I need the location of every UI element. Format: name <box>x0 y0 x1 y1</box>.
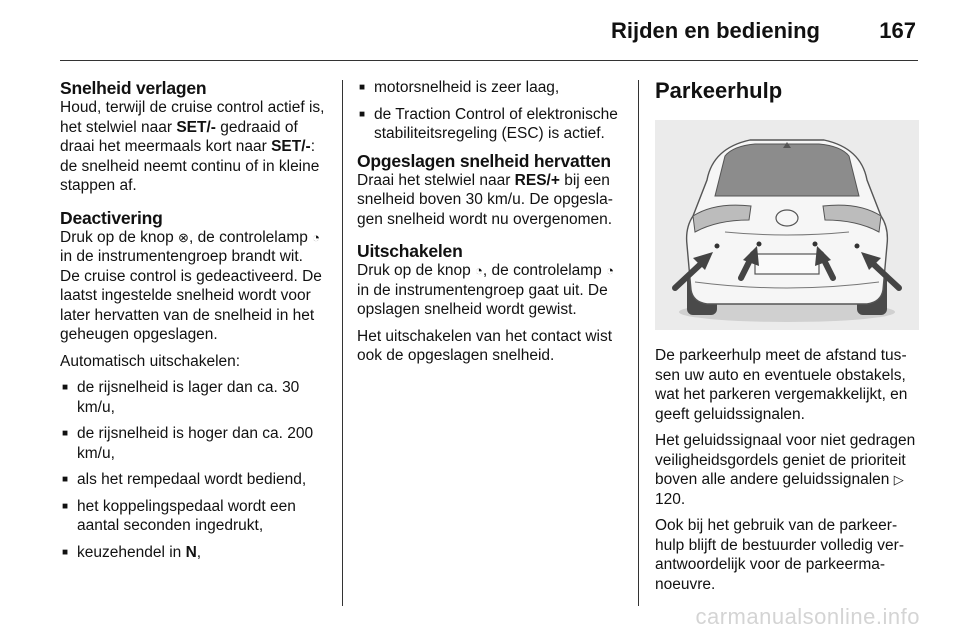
text: bij een snelheid boven 30 km/u. De opgeslagen snelheid wordt nu overgenomen. <box>357 171 613 228</box>
cruise-lamp-icon: ◔ <box>606 263 614 278</box>
text: 120. <box>655 490 686 508</box>
car-rear-svg <box>655 120 919 330</box>
column-1 <box>60 78 326 574</box>
header-title: Rijden en bediening <box>610 18 820 43</box>
text: in de instrumentengroep gaat uit. De opslagen snelheid wordt gewist. <box>357 281 608 318</box>
column-divider-2 <box>638 80 639 606</box>
cruise-off-icon: ⊗ <box>178 229 189 245</box>
text: , de controlelamp <box>188 228 313 246</box>
text: Het geluidssignaal voor niet gedragen veiligheidsgordels geniet de prioriteit boven alle andere geluidssignalen <box>655 432 916 488</box>
auto-intro: Automatisch uitschakelen: <box>60 352 241 370</box>
chapter-title: Parkeerhulp <box>655 78 783 103</box>
column-3 <box>655 78 919 601</box>
paragraph <box>357 171 623 230</box>
page-number: 167 <box>879 18 916 43</box>
text: in de instrumentengroep brandt wit. De cruise control is gedeactiveerd. De laatst ingestelde snelheid wordt voor later hervatten van de snelheid in het geheugen opgeslagen. <box>60 248 322 343</box>
bold-text: SET/- <box>176 118 216 136</box>
cruise-lamp-icon: ◔ <box>475 263 483 278</box>
paragraph <box>60 98 326 196</box>
section-title: Deactivering <box>60 207 163 228</box>
list-item: ■ motorsnelheid is zeer laag, <box>357 78 623 98</box>
list-item <box>60 543 326 563</box>
text: keuzehendel in <box>77 543 186 561</box>
section-title: Opgeslagen snelheid hervatten <box>357 150 611 171</box>
paragraph <box>60 228 326 345</box>
text: , de controlelamp <box>482 262 607 279</box>
text: Draai het stelwiel naar <box>357 171 515 189</box>
bold-text: SET/- <box>271 138 311 155</box>
text: Druk op de knop <box>60 228 179 246</box>
text: , <box>196 543 202 561</box>
watermark: carmanualsonline.info <box>695 604 920 629</box>
list-item: ■ de rijsnelheid is hoger dan ca. 200 km/u, <box>60 424 326 463</box>
paragraph: Het uitschakelen van het contact wist ook de opgeslagen snelheid. <box>357 327 613 364</box>
section-uitschakelen <box>357 241 623 366</box>
paragraph: Ook bij het gebruik van de parkeerhulp blijft de bestuurder volledig verantwoordelijk voor de parkeermanoeuvre. <box>655 517 905 593</box>
cruise-lamp-icon: ◔ <box>312 229 321 245</box>
text: gedraaid of draai het meermaals kort naar <box>60 118 298 155</box>
bullet-list <box>60 378 326 562</box>
list-item: ■ als het rempedaal wordt bediend, <box>60 470 326 490</box>
header-rule <box>60 60 918 61</box>
section-deactivering <box>60 208 326 563</box>
column-2 <box>357 78 623 378</box>
list-item: ■ de Traction Control of elektronische stabiliteitsregeling (ESC) is actief. <box>357 105 623 144</box>
paragraph <box>357 261 623 320</box>
bold-text: N <box>185 543 197 561</box>
bullet-list <box>357 78 623 144</box>
paragraph <box>655 431 919 509</box>
text: Houd, terwijl de cruise control actief is, het stelwiel naar <box>60 99 325 136</box>
section-title: Snelheid verlagen <box>60 78 207 98</box>
car-rear-illustration <box>655 120 919 330</box>
section-title: Uitschakelen <box>357 241 463 261</box>
section-snelheid-verlagen <box>60 78 326 196</box>
bold-text: RES/+ <box>514 171 560 189</box>
text: : de snelheid neemt continu of in kleine stappen af. <box>60 138 320 194</box>
list-item: ■ het koppelingspedaal wordt een aantal seconden ingedrukt, <box>60 497 326 536</box>
reference-arrow-icon: ▷ <box>893 472 904 487</box>
column-divider-1 <box>342 80 343 606</box>
paragraph: De parkeerhulp meet de afstand tussen uw auto en eventuele obstakels, wat het parkeren vergemakkelijkt, en geeft geluidssignalen. <box>655 347 908 423</box>
list-item: ■ de rijsnelheid is lager dan ca. 30 km/u, <box>60 378 326 417</box>
text: Druk op de knop <box>357 262 476 279</box>
section-snelheid-hervatten <box>357 151 623 230</box>
